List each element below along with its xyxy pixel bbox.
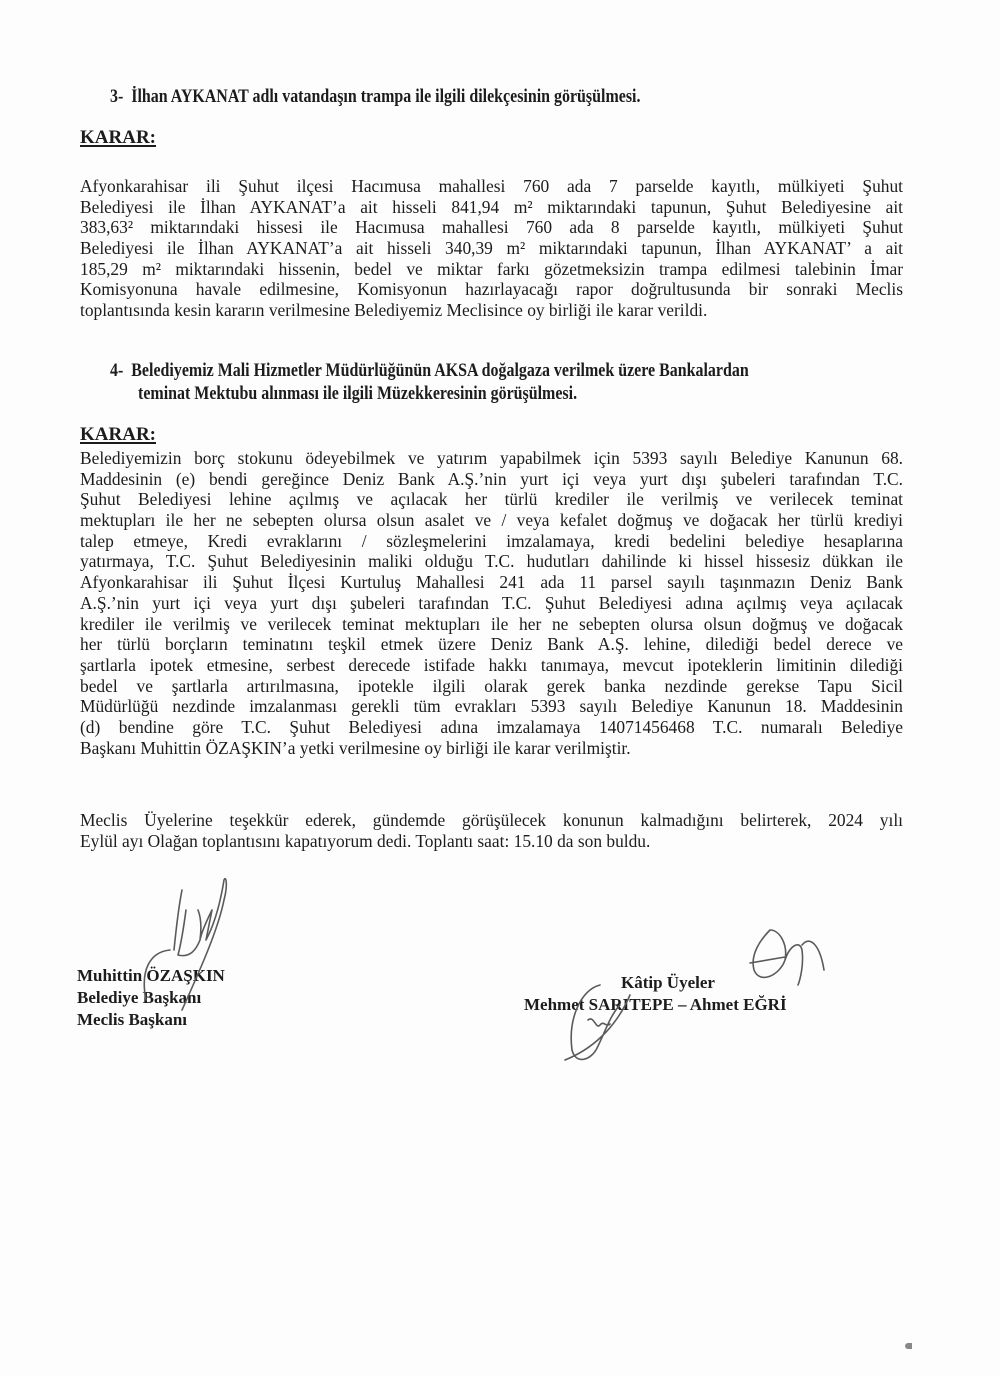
clerk-signature-1-icon <box>740 925 840 1005</box>
decision-line: Komisyonuna havale edilmesine, Komisyonun hazırlayacağı rapor doğrultusunda bir sonraki Meclis <box>80 279 903 300</box>
decision-line: krediler ile verilmiş ve verilecek teminat mektupları ile her ne sebepten olursa olsun doğmuş ve doğacak <box>80 613 903 634</box>
decision-line: (d) bendine göre T.C. Şuhut Belediyesi adına imzalamaya 14071456468 T.C. numaralı Belediye <box>80 716 903 737</box>
decision-line: Başkanı Muhittin ÖZAŞKIN’a yetki verilmesine oy birliği ile karar verilmiştir. <box>80 737 631 758</box>
decision-line: Afyonkarahisar ili Şuhut ilçesi Hacımusa mahallesi 760 ada 7 parselde kayıtlı, mülkiyeti Şuhut <box>80 176 903 196</box>
agenda-item-4-heading-cont: teminat Mektubu alınması ile ilgili Müzekkeresinin görüşülmesi. <box>138 383 578 404</box>
scan-dot <box>905 1343 912 1349</box>
decision-line: mektupları ile her ne sebepten olursa olsun asalet ve / veya kefalet doğmuş ve doğacak her türlü krediyi <box>80 510 903 531</box>
decision-text-item-3 <box>80 176 903 321</box>
decision-line: 383,63² miktarındaki hissesi ile Hacımusa mahallesi 760 ada 8 parselde kayıtlı, mülkiyeti Şuhut <box>80 217 903 238</box>
decision-text-item-4 <box>80 448 903 758</box>
agenda-item-3-heading <box>110 86 640 108</box>
decision-line: Maddesinin (e) bendi gereğince Deniz Bank A.Ş.’nin yurt içi veya yurt dışı şubeleri tarafından T.C. <box>80 468 903 489</box>
clerk-signature-2-icon <box>560 980 650 1070</box>
clerk-names: Mehmet SARITEPE – Ahmet EĞRİ <box>524 995 787 1014</box>
decision-line: 185,29 m² miktarındaki hissenin, bedel ve miktar farkı gözetmeksizin trampa edilmesi talebinin İmar <box>80 258 903 279</box>
decision-line: Afyonkarahisar ili Şuhut İlçesi Kurtuluş Mahallesi 241 ada 11 parsel sayılı taşınmazın Deniz Bank <box>80 572 903 593</box>
decision-line: bedel ve şartlarla artırılmasına, ipotekle ilgili olarak gerek banka nezdinde gerekse Tapu Sicil <box>80 675 903 696</box>
karar-label-item-4: KARAR: <box>80 424 156 445</box>
closing-paragraph <box>80 810 903 851</box>
mayor-title: Belediye Başkanı <box>77 988 202 1007</box>
agenda-item-4-heading <box>110 360 749 382</box>
mayor-signature-icon <box>130 870 280 1020</box>
agenda-item-title: İlhan AYKANAT adlı vatandaşın trampa ile ilgili dilekçesinin görüşülmesi. <box>131 86 641 107</box>
decision-line: şartlarla ipotek etmesine, serbest derecede istifade hakkı tanımaya, mevcut ipoteklerin limitinin dilediği <box>80 654 903 675</box>
decision-line: Şuhut Belediyesi lehine açılmış ve açılacak her türlü krediler ile verilmiş ve verilecek teminat <box>80 489 903 510</box>
decision-line: toplantısında kesin kararın verilmesine Belediyemiz Meclisince oy birliği ile karar verildi. <box>80 300 708 321</box>
decision-line: her türlü borçların teminatını teşkil etmek üzere Deniz Bank A.Ş. lehine, dilediği bedel derece ve <box>80 634 903 655</box>
agenda-item-title: Belediyemiz Mali Hizmetler Müdürlüğünün AKSA doğalgaza verilmek üzere Bankalardan <box>131 360 749 381</box>
decision-line: Belediyesi ile İlhan AYKANAT’a ait hisseli 841,94 m² miktarındaki tapunun, Şuhut Belediyesine ait <box>80 196 903 217</box>
mayor-name: Muhittin ÖZAŞKIN <box>77 966 225 985</box>
decision-line: A.Ş.’nin yurt içi veya yurt dışı şubeleri tarafından T.C. Şuhut Belediyesi adına açılmış veya açılacak <box>80 592 903 613</box>
clerks-heading: Kâtip Üyeler <box>621 973 715 992</box>
closing-line: Meclis Üyelerine teşekkür ederek, gündemde görüşülecek konunun kalmadığını belirterek, 2024 yılı <box>80 810 903 830</box>
karar-label-item-3: KARAR: <box>80 127 156 148</box>
closing-line: Eylül ayı Olağan toplantısını kapatıyorum dedi. Toplantı saat: 15.10 da son buldu. <box>80 830 651 851</box>
agenda-item-number: 3- <box>110 86 124 107</box>
decision-line: Belediyemizin borç stokunu ödeyebilmek ve yatırım yapabilmek için 5393 sayılı Belediye Kanunun 68. <box>80 448 903 468</box>
council-chair-title: Meclis Başkanı <box>77 1010 188 1029</box>
decision-line: talep etmeye, Kredi evraklarını / sözleşmelerini imzalamaya, kredi bedelini belediye hesaplarına <box>80 530 903 551</box>
decision-line: Müdürlüğü nezdinde imzalanması gerekli tüm evrakları 5393 sayılı Belediye Kanunun 18. Maddesinin <box>80 696 903 717</box>
decision-line: yatırmaya, T.C. Şuhut Belediyesinin maliki olduğu T.C. hudutları dahilinde ki hissel hissesiz dükkan ile <box>80 551 903 572</box>
decision-line: Belediyesi ile İlhan AYKANAT’a ait hisseli 340,39 m² miktarındaki tapunun, İlhan AYKANAT’ a ait <box>80 238 903 259</box>
agenda-item-number: 4- <box>110 360 124 381</box>
